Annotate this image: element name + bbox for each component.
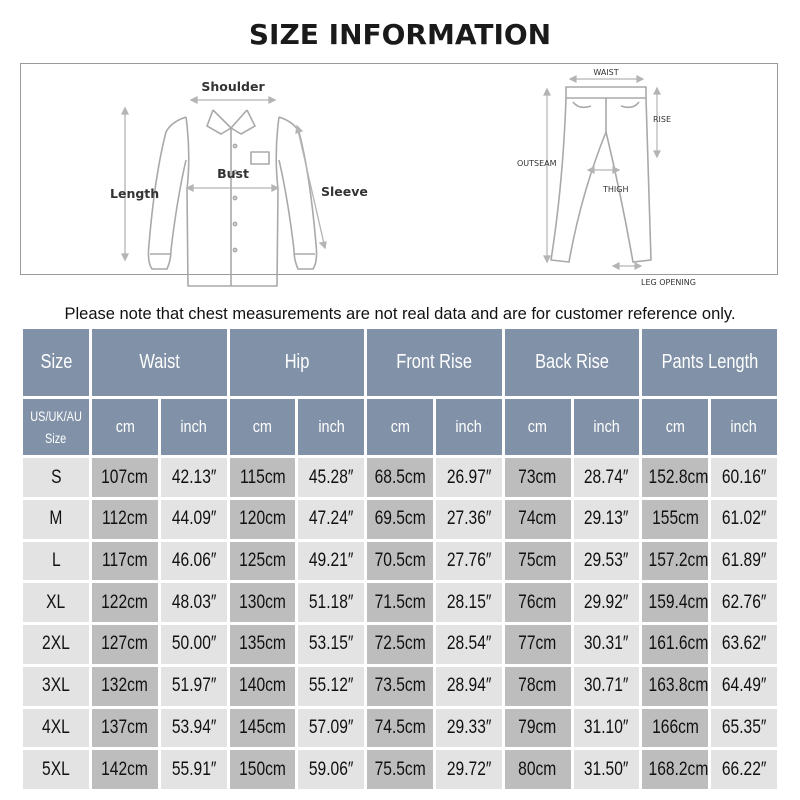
cm-value-cell: 112cm <box>92 500 158 539</box>
cm-value-cell: 127cm <box>92 625 158 664</box>
inch-value-cell: 51.97″ <box>161 667 227 706</box>
length-label: Length <box>110 186 160 201</box>
group-header-hip: Hip <box>230 329 365 396</box>
cm-value-cell: 135cm <box>230 625 296 664</box>
cm-value-cell: 74cm <box>505 500 571 539</box>
sleeve-label: Sleeve <box>321 184 368 199</box>
measurement-diagram-svg <box>21 64 779 287</box>
cm-value-cell: 159.4cm <box>642 583 708 622</box>
inch-value-cell: 57.09″ <box>298 709 364 748</box>
cm-value-cell: 73cm <box>505 458 571 497</box>
inch-value-cell: 63.62″ <box>711 625 777 664</box>
cm-value-cell: 152.8cm <box>642 458 708 497</box>
table-row <box>23 709 777 748</box>
cm-value-cell: 71.5cm <box>367 583 433 622</box>
table-row <box>23 458 777 497</box>
cm-value-cell: 78cm <box>505 667 571 706</box>
table-row <box>23 500 777 539</box>
inch-value-cell: 65.35″ <box>711 709 777 748</box>
size-cell: 4XL <box>23 709 89 748</box>
table-unit-row <box>23 399 777 455</box>
inch-value-cell: 53.15″ <box>298 625 364 664</box>
inch-value-cell: 28.74″ <box>574 458 640 497</box>
cm-value-cell: 69.5cm <box>367 500 433 539</box>
cm-value-cell: 140cm <box>230 667 296 706</box>
cm-value-cell: 76cm <box>505 583 571 622</box>
unit-inch-header: inch <box>436 399 502 455</box>
cm-value-cell: 132cm <box>92 667 158 706</box>
cm-value-cell: 150cm <box>230 750 296 789</box>
group-header-pants-length: Pants Length <box>642 329 777 396</box>
inch-value-cell: 42.13″ <box>161 458 227 497</box>
unit-inch-header: inch <box>298 399 364 455</box>
inch-value-cell: 26.97″ <box>436 458 502 497</box>
size-cell: L <box>23 542 89 581</box>
inch-value-cell: 46.06″ <box>161 542 227 581</box>
inch-value-cell: 29.53″ <box>574 542 640 581</box>
inch-value-cell: 29.13″ <box>574 500 640 539</box>
cm-value-cell: 125cm <box>230 542 296 581</box>
cm-value-cell: 79cm <box>505 709 571 748</box>
inch-value-cell: 27.36″ <box>436 500 502 539</box>
table-row <box>23 542 777 581</box>
cm-value-cell: 72.5cm <box>367 625 433 664</box>
cm-value-cell: 130cm <box>230 583 296 622</box>
size-cell: 2XL <box>23 625 89 664</box>
cm-value-cell: 75.5cm <box>367 750 433 789</box>
unit-cm-header: cm <box>230 399 296 455</box>
inch-value-cell: 27.76″ <box>436 542 502 581</box>
group-header-waist: Waist <box>92 329 227 396</box>
cm-value-cell: 80cm <box>505 750 571 789</box>
cm-value-cell: 73.5cm <box>367 667 433 706</box>
cm-value-cell: 74.5cm <box>367 709 433 748</box>
cm-value-cell: 166cm <box>642 709 708 748</box>
inch-value-cell: 29.92″ <box>574 583 640 622</box>
cm-value-cell: 120cm <box>230 500 296 539</box>
group-header-front-rise: Front Rise <box>367 329 502 396</box>
cm-value-cell: 145cm <box>230 709 296 748</box>
inch-value-cell: 51.18″ <box>298 583 364 622</box>
pants-illustration <box>551 87 651 262</box>
unit-cm-header: cm <box>505 399 571 455</box>
table-row <box>23 583 777 622</box>
table-row <box>23 625 777 664</box>
unit-inch-header: inch <box>574 399 640 455</box>
cm-value-cell: 137cm <box>92 709 158 748</box>
cm-value-cell: 168.2cm <box>642 750 708 789</box>
cm-value-cell: 122cm <box>92 583 158 622</box>
outseam-label: OUTSEAM <box>517 159 557 168</box>
size-cell: XL <box>23 583 89 622</box>
size-header: Size <box>23 329 89 396</box>
rise-label: RISE <box>653 115 672 124</box>
cm-value-cell: 70.5cm <box>367 542 433 581</box>
unit-inch-header: inch <box>711 399 777 455</box>
shoulder-label: Shoulder <box>201 79 265 94</box>
inch-value-cell: 59.06″ <box>298 750 364 789</box>
inch-value-cell: 44.09″ <box>161 500 227 539</box>
inch-value-cell: 30.31″ <box>574 625 640 664</box>
cm-value-cell: 77cm <box>505 625 571 664</box>
inch-value-cell: 50.00″ <box>161 625 227 664</box>
unit-cm-header: cm <box>367 399 433 455</box>
inch-value-cell: 55.12″ <box>298 667 364 706</box>
leg-opening-label: LEG OPENING <box>641 278 696 287</box>
unit-cm-header: cm <box>92 399 158 455</box>
cm-value-cell: 142cm <box>92 750 158 789</box>
inch-value-cell: 45.28″ <box>298 458 364 497</box>
inch-value-cell: 31.10″ <box>574 709 640 748</box>
inch-value-cell: 31.50″ <box>574 750 640 789</box>
size-cell: 3XL <box>23 667 89 706</box>
cm-value-cell: 117cm <box>92 542 158 581</box>
inch-value-cell: 28.54″ <box>436 625 502 664</box>
cm-value-cell: 75cm <box>505 542 571 581</box>
cm-value-cell: 68.5cm <box>367 458 433 497</box>
cm-value-cell: 107cm <box>92 458 158 497</box>
inch-value-cell: 48.03″ <box>161 583 227 622</box>
inch-value-cell: 62.76″ <box>711 583 777 622</box>
bust-label: Bust <box>217 166 249 181</box>
inch-value-cell: 49.21″ <box>298 542 364 581</box>
thigh-label: THIGH <box>603 185 629 194</box>
inch-value-cell: 66.22″ <box>711 750 777 789</box>
inch-value-cell: 30.71″ <box>574 667 640 706</box>
waist-label: WAIST <box>593 68 619 77</box>
inch-value-cell: 29.33″ <box>436 709 502 748</box>
table-header-row <box>23 329 777 396</box>
inch-value-cell: 28.15″ <box>436 583 502 622</box>
size-chart-table <box>20 326 780 792</box>
inch-value-cell: 64.49″ <box>711 667 777 706</box>
table-row <box>23 667 777 706</box>
shirt-illustration <box>148 110 316 286</box>
cm-value-cell: 161.6cm <box>642 625 708 664</box>
region-size-header: US/UK/AU Size <box>23 399 89 455</box>
unit-cm-header: cm <box>642 399 708 455</box>
unit-inch-header: inch <box>161 399 227 455</box>
inch-value-cell: 61.89″ <box>711 542 777 581</box>
page-title: SIZE INFORMATION <box>248 18 552 51</box>
inch-value-cell: 60.16″ <box>711 458 777 497</box>
cm-value-cell: 115cm <box>230 458 296 497</box>
cm-value-cell: 163.8cm <box>642 667 708 706</box>
inch-value-cell: 61.02″ <box>711 500 777 539</box>
group-header-back-rise: Back Rise <box>505 329 640 396</box>
cm-value-cell: 157.2cm <box>642 542 708 581</box>
cm-value-cell: 155cm <box>642 500 708 539</box>
inch-value-cell: 55.91″ <box>161 750 227 789</box>
measurement-diagram <box>20 63 778 287</box>
disclaimer-note: Please note that chest measurements are not real data and are for customer reference only. <box>64 305 736 323</box>
size-cell: 5XL <box>23 750 89 789</box>
inch-value-cell: 28.94″ <box>436 667 502 706</box>
inch-value-cell: 47.24″ <box>298 500 364 539</box>
inch-value-cell: 53.94″ <box>161 709 227 748</box>
table-row <box>23 750 777 789</box>
size-cell: S <box>23 458 89 497</box>
size-cell: M <box>23 500 89 539</box>
inch-value-cell: 29.72″ <box>436 750 502 789</box>
